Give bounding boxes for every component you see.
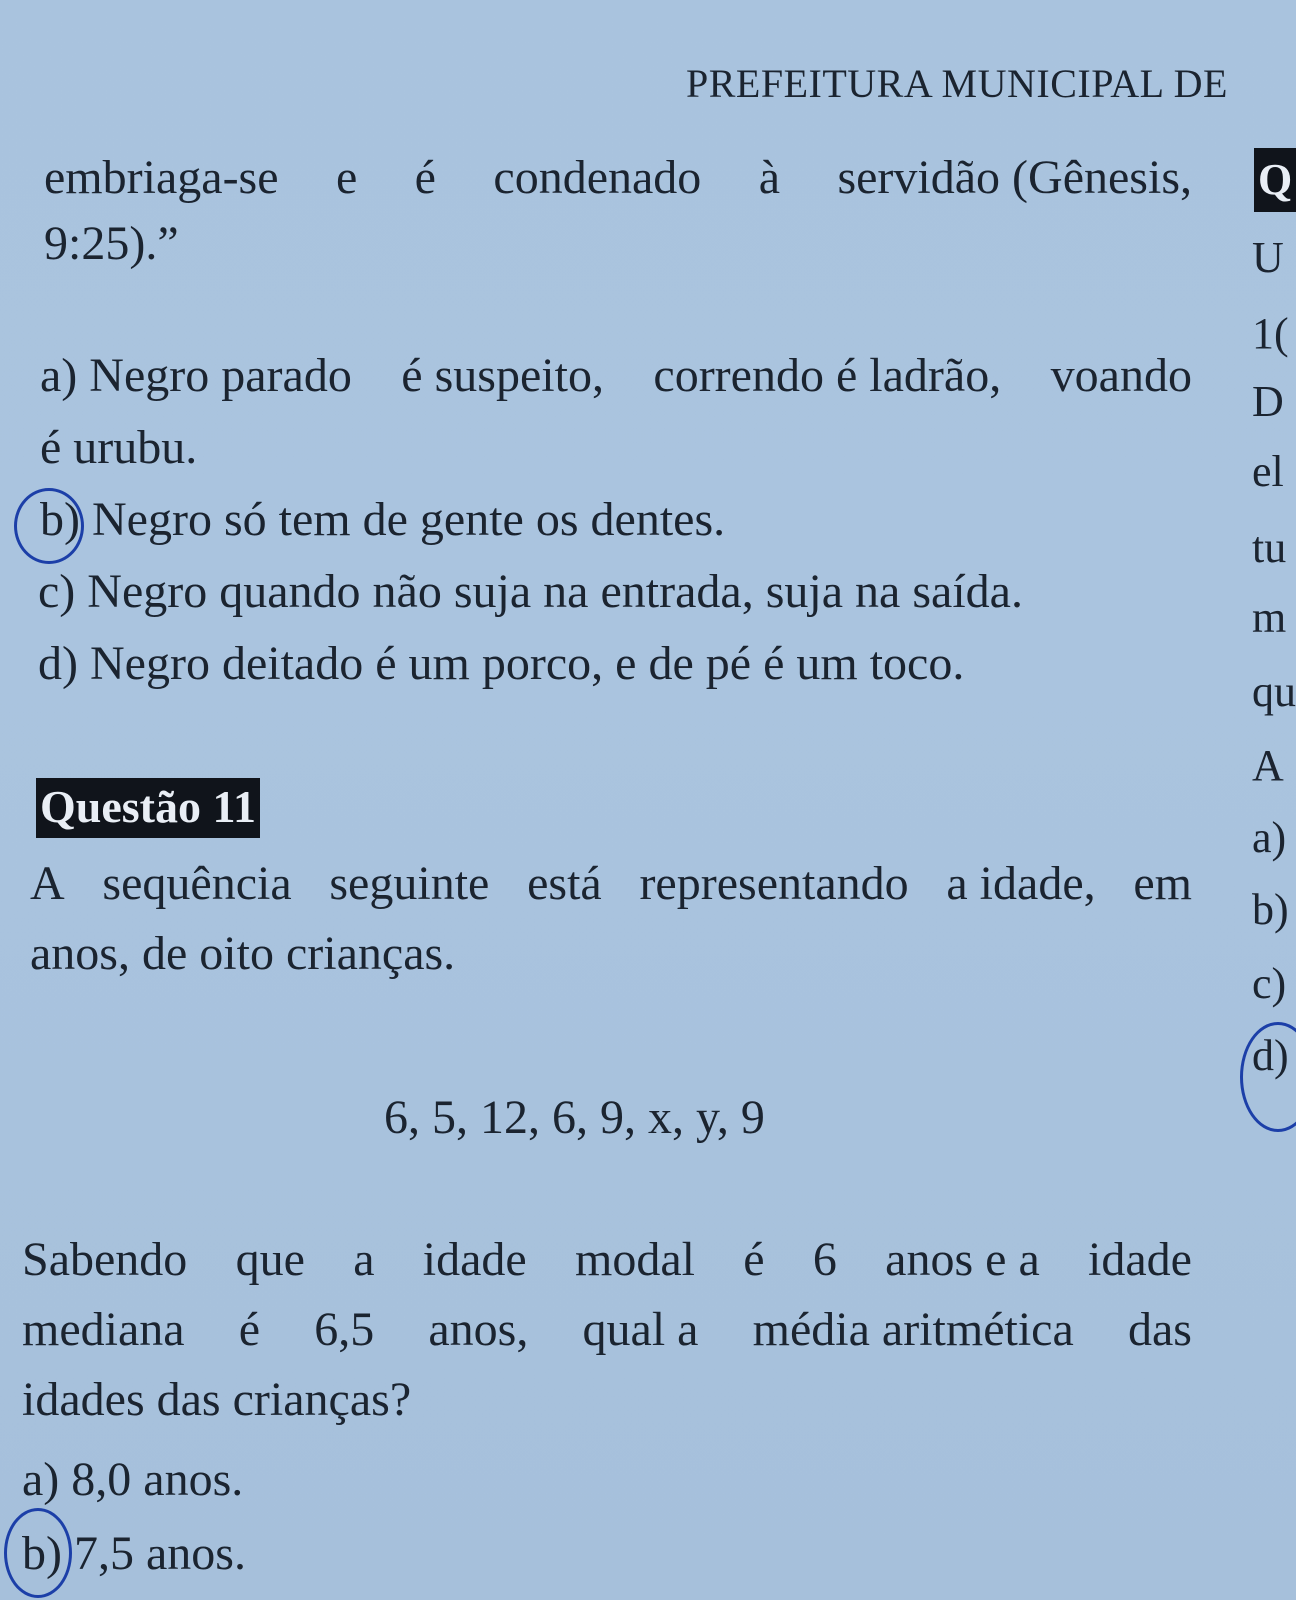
q11-question-line-3: idades das crianças? xyxy=(22,1373,412,1426)
next-question-heading-fragment: Q xyxy=(1254,148,1296,212)
right-column-fragment: 1( xyxy=(1252,309,1289,358)
right-column-fragment: D xyxy=(1252,377,1284,426)
answer-circle-mark xyxy=(1240,1022,1296,1132)
right-column-fragment: b) xyxy=(1252,885,1289,934)
prev-option-a-cont: é urubu. xyxy=(40,421,198,474)
q11-question-line-1: Sabendo que a idade modal é 6 anos e a idade xyxy=(22,1233,1192,1286)
question-heading: Questão 11 xyxy=(36,778,260,838)
right-column-fragment: m xyxy=(1252,593,1287,642)
q11-statement-line-2: anos, de oito crianças. xyxy=(30,927,456,980)
prev-option-a: a) Negro parado é suspeito, correndo é ladrão, voando xyxy=(40,349,1192,402)
right-column-fragment: A xyxy=(1252,741,1284,790)
prev-option-c: c) Negro quando não suja na entrada, suja na saída. xyxy=(38,565,1023,618)
right-column-fragment: c) xyxy=(1252,959,1287,1008)
q11-statement-line-1: A sequência seguinte está representando a idade, em xyxy=(30,857,1192,910)
q11-sequence: 6, 5, 12, 6, 9, x, y, 9 xyxy=(384,1091,765,1144)
answer-circle-mark xyxy=(4,1508,72,1598)
right-column-fragment: a) xyxy=(1252,813,1287,862)
q11-option-b: b) 7,5 anos. xyxy=(22,1527,246,1580)
right-column-fragment: tu xyxy=(1252,523,1287,572)
right-column-fragment: d) xyxy=(1252,1031,1289,1080)
right-column-fragment: U xyxy=(1252,233,1284,282)
q11-question-line-2: mediana é 6,5 anos, qual a média aritmética das xyxy=(22,1303,1192,1356)
prev-option-b: b) Negro só tem de gente os dentes. xyxy=(40,493,726,546)
page-header: PREFEITURA MUNICIPAL DE xyxy=(686,61,1228,106)
right-column-fragment: qu xyxy=(1252,667,1296,716)
prev-option-d: d) Negro deitado é um porco, e de pé é um toco. xyxy=(38,637,965,690)
answer-circle-mark xyxy=(14,488,84,564)
right-column-fragment: el xyxy=(1252,447,1284,496)
q11-option-a: a) 8,0 anos. xyxy=(22,1453,244,1506)
quote-line-1: embriaga-se e é condenado à servidão (Gênesis, xyxy=(44,151,1192,204)
quote-line-2: 9:25).” xyxy=(44,217,179,270)
